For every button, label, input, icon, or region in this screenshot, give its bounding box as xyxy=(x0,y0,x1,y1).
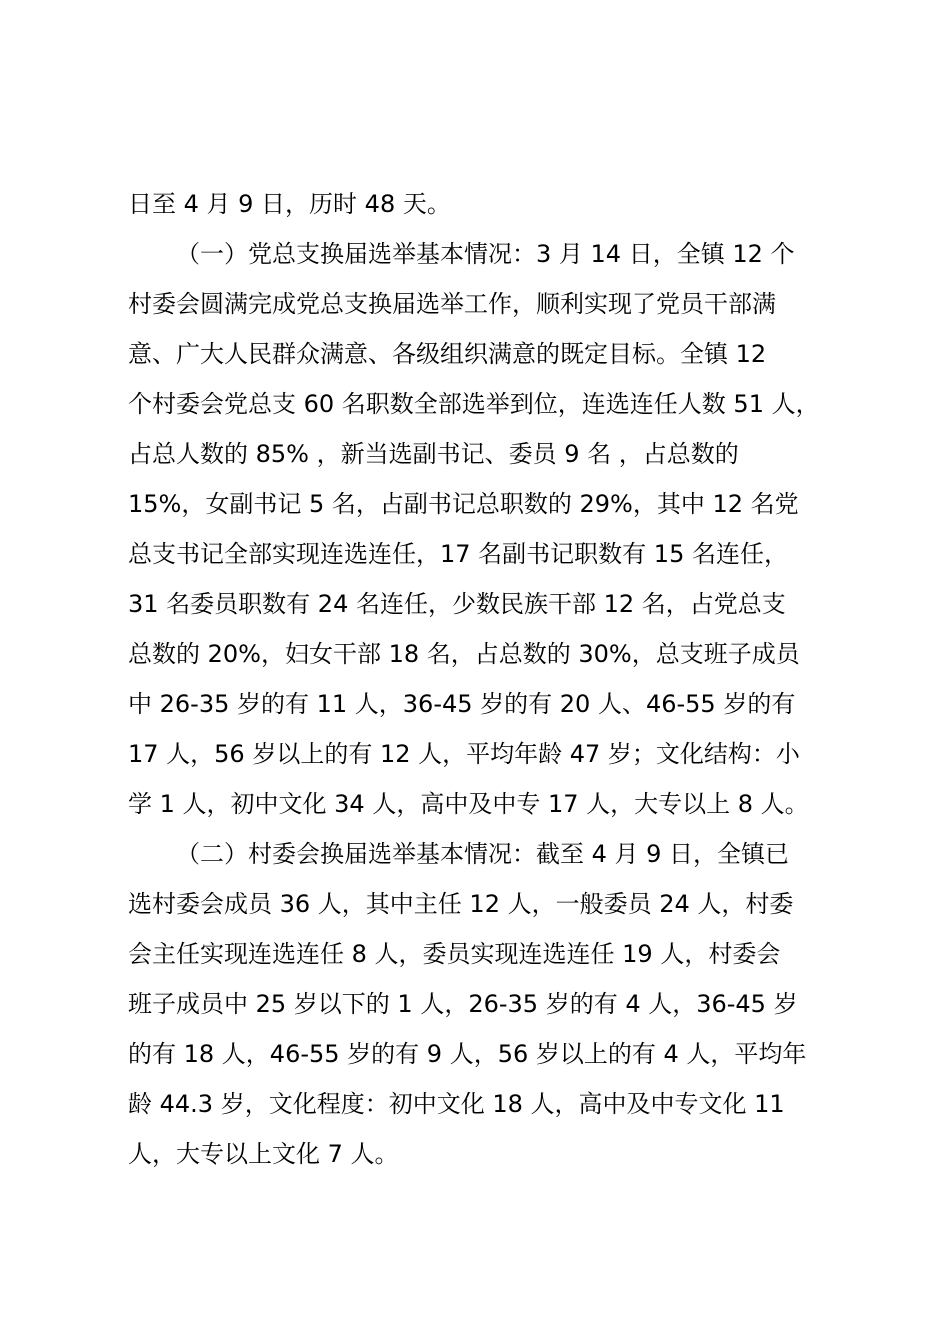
text-line: 日至 4 月 9 日，历时 48 天。 xyxy=(128,190,451,218)
text-line: 的有 18 人，46-55 岁的有 9 人，56 岁以上的有 4 人，平均年 xyxy=(128,1040,807,1068)
text-line: 人，大专以上文化 7 人。 xyxy=(128,1140,399,1168)
text-line: 班子成员中 25 岁以下的 1 人，26-35 岁的有 4 人，36-45 岁 xyxy=(128,990,798,1018)
text-line: 个村委会党总支 60 名职数全部选举到位，连选连任人数 51 人， xyxy=(128,390,820,418)
text-line: 龄 44.3 岁，文化程度：初中文化 18 人，高中及中专文化 11 xyxy=(128,1090,785,1118)
text-line: 占总人数的 85% ，新当选副书记、委员 9 名 ，占总数的 xyxy=(128,440,739,468)
paragraph-start-line: （一）党总支换届选举基本情况：3 月 14 日，全镇 12 个 xyxy=(176,240,795,268)
text-line: 会主任实现连选连任 8 人，委员实现连选连任 19 人，村委会 xyxy=(128,940,781,968)
text-line: 中 26-35 岁的有 11 人，36-45 岁的有 20 人、46-55 岁的有 xyxy=(128,690,796,718)
text-line: 村委会圆满完成党总支换届选举工作，顺利实现了党员干部满 xyxy=(128,290,776,318)
text-line: 总数的 20%，妇女干部 18 名，占总数的 30%，总支班子成员 xyxy=(128,640,800,668)
text-line: 17 人，56 岁以上的有 12 人，平均年龄 47 岁；文化结构：小 xyxy=(128,740,800,768)
text-line: 意、广大人民群众满意、各级组织满意的既定目标。全镇 12 xyxy=(128,340,767,368)
paragraph-start-line: （二）村委会换届选举基本情况：截至 4 月 9 日，全镇已 xyxy=(176,840,790,868)
body-text xyxy=(128,179,863,1179)
text-line: 总支书记全部实现连选连任，17 名副书记职数有 15 名连任， xyxy=(128,540,788,568)
text-line: 选村委会成员 36 人，其中主任 12 人，一般委员 24 人，村委 xyxy=(128,890,794,918)
text-line: 31 名委员职数有 24 名连任，少数民族干部 12 名，占党总支 xyxy=(128,590,786,618)
text-line: 15%，女副书记 5 名，占副书记总职数的 29%，其中 12 名党 xyxy=(128,490,799,518)
text-line: 学 1 人，初中文化 34 人，高中及中专 17 人，大专以上 8 人。 xyxy=(128,790,809,818)
